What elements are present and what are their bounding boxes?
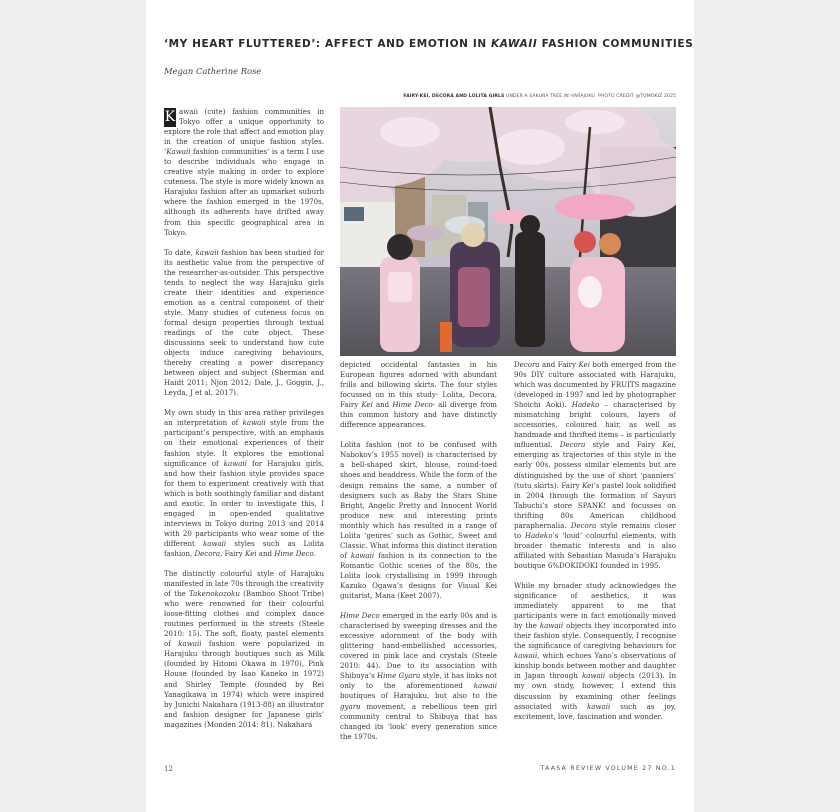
journal-page	[146, 0, 694, 812]
paragraph: depicted occidental fantasies in his European figures adorned with abundant frills and billowing skirts. The four styles focussed on in this study- Lolita, Decora, Fairy Kei and Hime Deco- all diverge from this common history and have distinctly difference appearances.	[340, 360, 497, 430]
paragraph: Hime Deco emerged in the early 00s and is characterised by sweeping dresses and the excessive adornment of the body with glittering hand-embellished accessories, covered in pink lace and crystals (Steele 2010: 44). Due to its association with Shibuya’s Hime Gyaru style, it has links not only to the aforementioned kawaii boutiques of Harajuku, but also to the gyaru movement, a rebellious teen girl community central to Shibuya that has changed its ‘look’ every generation since the 1970s.	[340, 611, 497, 741]
street-photo	[340, 107, 676, 356]
text-column-2	[340, 360, 497, 752]
paragraph: While my broader study acknowledges the significance of aesthetics, it was immediately apparent to me that participants were in fact emotionally moved by the kawaii objects they incorporated into their fashion style. Consequently, I recognise the significance of caregiving behaviours for kawaii, which echoes Yano’s observations of kinship bonds between mother and daughter in Japan through kawaii objects (2013). In my own study, however, I extend this discussion by examining other feelings associated with kawaii such as joy, excitement, love, fascination and wonder.	[514, 580, 677, 721]
paragraph: My own study in this area rather privileges an interpretation of kawaii style from the participant’s perspective, with an emphasis on their emotional experiences of their fashion style. It explores the emotional significance of kawaii for Harajuku girls, and how their fashion style provides space for them to experiment creatively with that which is both soothingly familiar and distant and exotic. In order to investigate this, I engaged in open-ended qualitative interviews in Tokyo during 2013 and 2014 with 20 participants who wear some of the different kawaii styles such as Lolita fashion, Decora, Fairy Kei and Hime Deco.	[164, 408, 325, 558]
paragraph: Decora and Fairy Kei both emerged from the 90s DIY culture associated with Harajuku, which was documented by FRUITS magazine (developed in 1997 and led by photographer Shoichi Aoki). Hadeko – characterised by mismatching bright colours, layers of accessories, coloured hair, as well as handmade and thrifted items – is particularly influential. Decora style and Fairy Kei, emerging as trajectories of this style in the early 00s, possess similar elements but are distinguished by the use of short ‘panniers’ (tutu skirts). Fairy Kei’s pastel look solidified in 2004 through the formation of Sayuri Tabuchi’s store SPANK! and focusses on thrifting 80s American childhood paraphernalia. Decora style remains closer to Hadeko’s ‘loud’ colourful elements, with broader thematic interests and is also affiliated with Sebastian Masuda’s Harajuku boutique 6%DOKIDOKI founded in 1995.	[514, 360, 676, 570]
paragraph: K awaii (cute) fashion communities in Tokyo offer a unique opportunity to explore the role that affect and emotion play in the creation of unique fashion styles. ‘Kawaii fashion communities’ is a term I use to describe individuals who engage in creative style making in order to explore cuteness. The style is more widely known as Harajuku fashion after an upmarket suburb where the fashion emerged in the 1970s, although its adherents have drifted away from this specific geographical area in Tokyo.	[164, 107, 324, 237]
photo-caption: FAIRY-KEI, DECORA AND LOLITA GIRLS UNDER A SAKURA TREE IN HARAJUKU. PHOTO CREDIT @TOMOKIZ 2025	[403, 94, 676, 99]
paragraph: The distinctly colourful style of Harajuku manifested in late 70s through the creativity of the Takenokozoku (Bamboo Shoot Tribe) who were renowned for their colourful loose-fitting clothes and complex dance routines performed in the streets (Steele 2010: 15). The soft, floaty, pastel elements of kawaii fashion were popularized in Harajuku through boutiques such as Milk (founded by Hitomi Okawa in 1970), Pink House (founded by Isao Kaneko in 1972) and Shirley Temple (founded by Rei Yanagikawa in 1974) which were inspired by Junichi Nakahara (1913-88) an illustrator and fashion designer for Japanese girls’ magazines (Monden 2014: 81). Nakahara	[164, 569, 325, 729]
journal-footer: TAASA REVIEW VOLUME 27 NO.1	[540, 765, 676, 772]
paragraph: Lolita fashion (not to be confused with Nabokov’s 1955 novel) is characterised by a bell-shaped skirt, blouse, round-toed shoes and headdress. While the form of the design remains the same, a number of designers such as Baby the Stars Shine Bright, Angelic Pretty and Innocent World produce new and interesting prints monthly which has resulted in a range of Lolita ‘genres’ such as Gothic, Sweet and Classic. What informs this distinct iteration of kawaii fashion is its connection to the Romantic Gothic scenes of the 80s, the Lolita look crystallising in 1999 through Kazuko Ogawa’s designs for Visual Kei guitarist, Mana (Keet 2007).	[340, 440, 497, 601]
article-title: ‘MY HEART FLUTTERED’: AFFECT AND EMOTION IN KAWAII FASHION COMMUNITIES	[164, 38, 694, 50]
author-byline: Megan Catherine Rose	[164, 66, 262, 76]
paragraph: To date, kawaii fashion has been studied for its aesthetic value from the perspective of the researcher-as-outsider. This perspective tends to neglect the way Harajuku girls create their identities and experience emotion as a central component of their style. Many studies of cuteness focus on formal design properties through textual readings of the cute object. These discussions seek to understand how cute objects induce caregiving behaviours, thereby creating a power discrepancy between object and subject (Sherman and Haidt 2011; Njon 2012; Dale, J., Goggin, J., Leyda, J et al. 2017).	[164, 247, 324, 398]
sakura-street-illustration	[340, 107, 676, 356]
drop-cap: K	[164, 109, 176, 125]
text-column-3	[514, 360, 676, 732]
page-number: 12	[164, 765, 173, 773]
text-column-1	[164, 107, 324, 740]
